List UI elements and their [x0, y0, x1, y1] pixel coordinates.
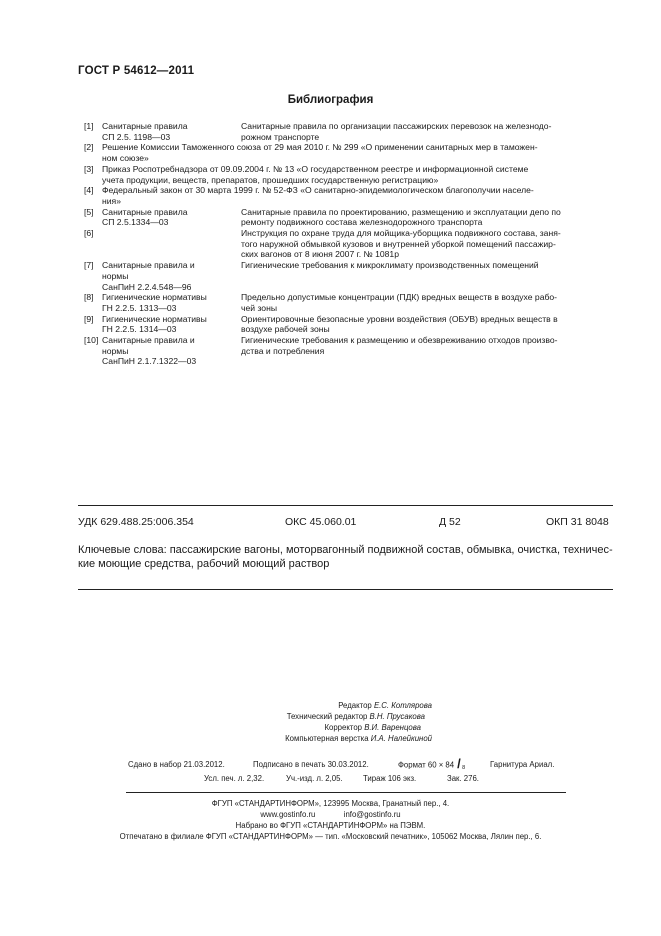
bibliography-entry: [84, 314, 610, 335]
entry-number: [5]: [84, 206, 94, 217]
print-sheets: Усл. печ. л. 2,32.: [204, 774, 265, 783]
entry-description: [241, 207, 610, 228]
bibliography-entry: [84, 207, 610, 228]
entry-source: [102, 228, 241, 260]
section-divider-bottom: [78, 589, 613, 590]
section-divider-top: [78, 505, 613, 506]
oks-code: ОКС 45.060.01: [285, 516, 357, 528]
keywords: [78, 543, 614, 571]
entry-description-line: Гигиенические требования к размещению и обезвреживанию отходов произво-: [241, 335, 558, 346]
entry-description: [241, 228, 610, 260]
credit-layout: Компьютерная верстка И.А. Налейкиной: [285, 734, 432, 743]
bibliography-entry: [84, 260, 610, 292]
entry-text: [102, 185, 610, 206]
entry-description-line: того наружной обмывкой кузовов и внутренней уборкой помещений пассажир-: [241, 238, 556, 249]
d-code: Д 52: [439, 516, 461, 528]
format: Формат 60 × 84 / 8: [398, 756, 466, 771]
entry-description-line: чей зоны: [241, 302, 277, 313]
typeset-date: Сдано в набор 21.03.2012.: [128, 760, 225, 769]
entry-number: [1]: [84, 121, 94, 131]
entry-description-line: Санитарные правила по организации пассажирских перевозок на железнодо-: [241, 121, 552, 131]
entry-description: [241, 314, 610, 335]
entry-source-line: Санитарные правила и: [102, 260, 195, 271]
entry-text-line: Решение Комиссии Таможенного союза от 29 мая 2010 г. № 299 «О применении санитарных мер в таможен-: [102, 142, 538, 153]
entry-source-line: СанПиН 2.1.7.1322—03: [102, 356, 197, 367]
entry-description-line: рожном транспорте: [241, 131, 320, 142]
entry-description-line: дства и потребления: [241, 345, 325, 356]
credit-tech-editor: Технический редактор В.Н. Прусакова: [286, 712, 425, 721]
email-link[interactable]: info@gostinfo.ru: [343, 810, 401, 819]
signed-date: Подписано в печать 30.03.2012.: [253, 760, 369, 769]
entry-number: [10]: [84, 335, 99, 346]
okp-code: ОКП 31 8048: [546, 516, 609, 528]
entry-description: [241, 292, 610, 313]
typeset-by: Набрано во ФГУП «СТАНДАРТИНФОРМ» на ПЭВМ.: [235, 821, 426, 830]
publisher-address: ФГУП «СТАНДАРТИНФОРМ», 123995 Москва, Гранатный пер., 4.: [211, 799, 450, 808]
entry-description-line: Ориентировочные безопасные уровни воздействия (ОБУВ) вредных веществ в: [241, 313, 558, 324]
entry-description-line: воздухе рабочей зоны: [241, 324, 330, 335]
imprint-divider: [126, 792, 566, 793]
entry-number: [2]: [84, 142, 94, 153]
order-number: Зак. 276.: [447, 774, 479, 783]
entry-source-line: СП 2.5. 1198—03: [102, 131, 171, 142]
print-run: Тираж 106 экз.: [363, 774, 417, 783]
entry-source-line: СП 2.5.1334—03: [102, 217, 169, 228]
entry-number: [9]: [84, 313, 94, 324]
entry-number: [4]: [84, 185, 94, 196]
udk-code: УДК 629.488.25:006.354: [78, 516, 194, 528]
entry-source-line: Гигиенические нормативы: [102, 292, 207, 303]
entry-description-line: ремонту подвижного состава железнодорожного транспорта: [241, 217, 483, 228]
keywords-line-2: кие моющие средства, рабочий моющий раствор: [78, 558, 330, 570]
publisher-contacts: [0, 810, 661, 819]
publisher-sheets: Уч.-изд. л. 2,05.: [286, 774, 343, 783]
entry-text-line: учета продукции, веществ, препаратов, прошедших государственную регистрацию»: [102, 174, 439, 185]
document-code: ГОСТ Р 54612—2011: [78, 65, 195, 77]
entry-source: [102, 292, 241, 313]
entry-source: [102, 314, 241, 335]
bibliography-entry: [84, 121, 610, 142]
entry-source-line: Санитарные правила: [102, 121, 188, 131]
entry-description: [241, 121, 610, 142]
bibliography-entry: [84, 228, 610, 260]
bibliography-entry: [84, 335, 610, 367]
bibliography-entry: [84, 292, 610, 313]
entry-source: [102, 121, 241, 142]
entry-source-line: нормы: [102, 270, 129, 281]
entry-description-line: Гигиенические требования к микроклимату производственных помещений: [241, 260, 539, 271]
entry-number: [3]: [84, 163, 94, 174]
entry-text-line: ном союзе»: [102, 153, 149, 164]
entry-text-line: ния»: [102, 195, 121, 206]
entry-number: [6]: [84, 228, 94, 239]
printed-by: Отпечатано в филиале ФГУП «СТАНДАРТИНФОРМ» — тип. «Московский печатник», 105062 Москва, Лялин пер., 6.: [119, 832, 542, 841]
entry-description-line: Санитарные правила по проектированию, размещению и эксплуатации депо по: [241, 206, 561, 217]
entry-source-line: ГН 2.2.5. 1314—03: [102, 324, 177, 335]
entry-description-line: Инструкция по охране труда для мойщика-уборщика подвижного состава, заня-: [241, 228, 561, 239]
typeface: Гарнитура Ариал.: [490, 760, 555, 769]
entry-text-line: Федеральный закон от 30 марта 1999 г. № 52-ФЗ «О санитарно-эпидемиологическом благополучии населе-: [102, 185, 534, 196]
bibliography-entry: [84, 164, 610, 185]
format-fraction: / 8: [457, 756, 466, 771]
website-link[interactable]: www.gostinfo.ru: [260, 810, 316, 819]
entry-source: [102, 335, 241, 367]
entry-number: [8]: [84, 292, 94, 303]
entry-description-line: Предельно допустимые концентрации (ПДК) вредных веществ в воздухе рабо-: [241, 292, 558, 303]
credit-editor: Редактор Е.С. Котлярова: [338, 701, 432, 710]
entry-text: [102, 142, 610, 163]
bibliography-list: [84, 121, 610, 367]
entry-source-line: нормы: [102, 345, 129, 356]
entry-description-line: ских вагонов от 8 июня 2007 г. № 1081р: [241, 249, 399, 260]
entry-source-line: Санитарные правила и: [102, 335, 195, 346]
entry-text-line: Приказ Роспотребнадзора от 09.09.2004 г. № 13 «О государственном реестре и информационной системе: [102, 163, 529, 174]
entry-source: [102, 207, 241, 228]
bibliography-entry: [84, 142, 610, 163]
entry-description: [241, 260, 610, 292]
entry-source-line: Гигиенические нормативы: [102, 313, 207, 324]
entry-source-line: Санитарные правила: [102, 206, 188, 217]
bibliography-title: Библиография: [287, 94, 374, 106]
entry-number: [7]: [84, 260, 94, 271]
entry-source: [102, 260, 241, 292]
credit-corrector: Корректор В.И. Варенцова: [324, 723, 421, 732]
entry-description: [241, 335, 610, 367]
keywords-line-1: Ключевые слова: пассажирские вагоны, моторвагонный подвижной состав, обмывка, очистка, техничес-: [78, 544, 613, 556]
bibliography-entry: [84, 185, 610, 206]
entry-source-line: ГН 2.2.5. 1313—03: [102, 302, 177, 313]
entry-text: [102, 164, 610, 185]
entry-source-line: СанПиН 2.2.4.548—96: [102, 281, 192, 292]
